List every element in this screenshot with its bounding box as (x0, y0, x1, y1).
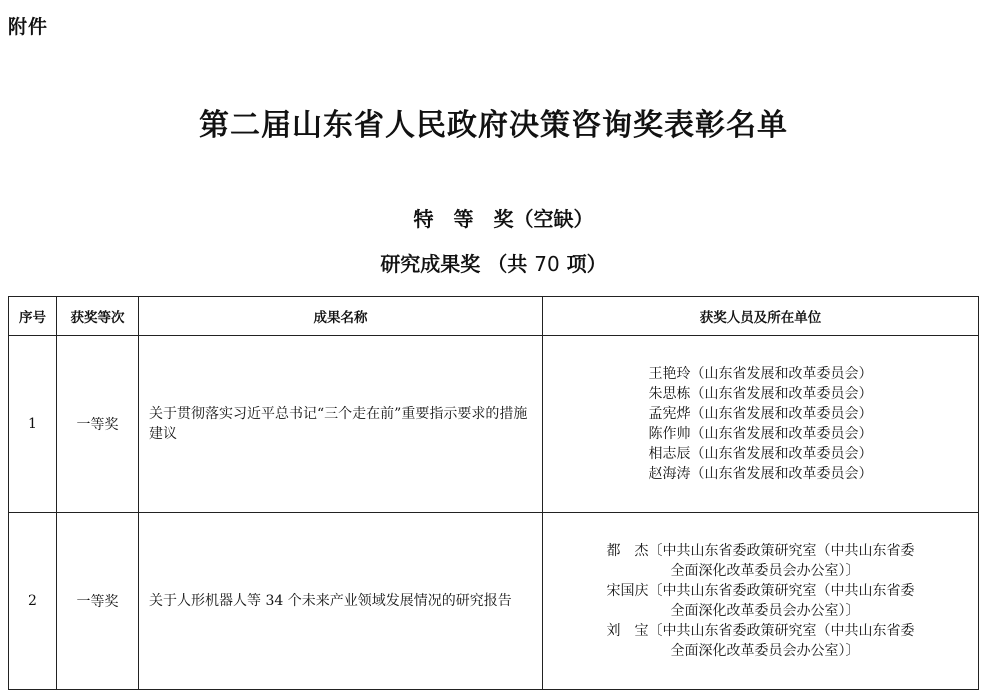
row-index: 1 (9, 336, 57, 513)
row-people (543, 336, 979, 513)
special-prize-label: 特 等 奖 (413, 207, 514, 231)
row-level: 一等奖 (57, 336, 139, 513)
page-title: 第二届山东省人民政府决策咨询奖表彰名单 (199, 108, 788, 143)
special-prize-note: （空缺） (513, 207, 594, 231)
person-entry-continuation: 全面深化改革委员会办公室）〕 (670, 563, 860, 579)
header-level: 获奖等次 (57, 297, 139, 336)
special-prize-heading (0, 203, 987, 232)
table-row (9, 336, 979, 513)
row-people (543, 513, 979, 690)
table-header-row (9, 297, 979, 336)
person-entry: 相志辰（山东省发展和改革委员会） (648, 446, 873, 462)
header-index: 序号 (9, 297, 57, 336)
table-row (9, 513, 979, 690)
person-entry-continuation: 全面深化改革委员会办公室）〕 (670, 643, 860, 659)
research-prize-count-prefix: （共 (487, 252, 528, 276)
person-entry: 陈作帅（山东省发展和改革委员会） (648, 426, 873, 442)
row-title: 关于人形机器人等 34 个未来产业领域发展情况的研究报告 (139, 513, 543, 690)
row-level: 一等奖 (57, 513, 139, 690)
person-entry: 王艳玲（山东省发展和改革委员会） (648, 366, 873, 382)
person-entry: 朱思栋（山东省发展和改革委员会） (648, 386, 873, 402)
research-prize-label: 研究成果奖 (380, 252, 481, 276)
person-entry-line: 都 杰〔中共山东省委政策研究室（中共山东省委 (606, 543, 915, 559)
row-index: 2 (9, 513, 57, 690)
person-entry-continuation: 全面深化改革委员会办公室）〕 (670, 603, 860, 619)
header-title: 成果名称 (139, 297, 543, 336)
research-prize-count: 70 (534, 252, 560, 276)
row-title: 关于贯彻落实习近平总书记“三个走在前”重要指示要求的措施建议 (139, 336, 543, 513)
award-table (8, 296, 979, 690)
research-prize-count-suffix: 项） (566, 252, 607, 276)
person-entry: 赵海涛（山东省发展和改革委员会） (648, 466, 873, 482)
person-entry-line: 刘 宝〔中共山东省委政策研究室（中共山东省委 (606, 623, 915, 639)
attachment-label: 附件 (8, 16, 49, 38)
person-entry: 孟宪烨（山东省发展和改革委员会） (648, 406, 873, 422)
research-prize-heading (0, 248, 987, 277)
header-people: 获奖人员及所在单位 (543, 297, 979, 336)
person-entry-line: 宋国庆〔中共山东省委政策研究室（中共山东省委 (606, 583, 915, 599)
